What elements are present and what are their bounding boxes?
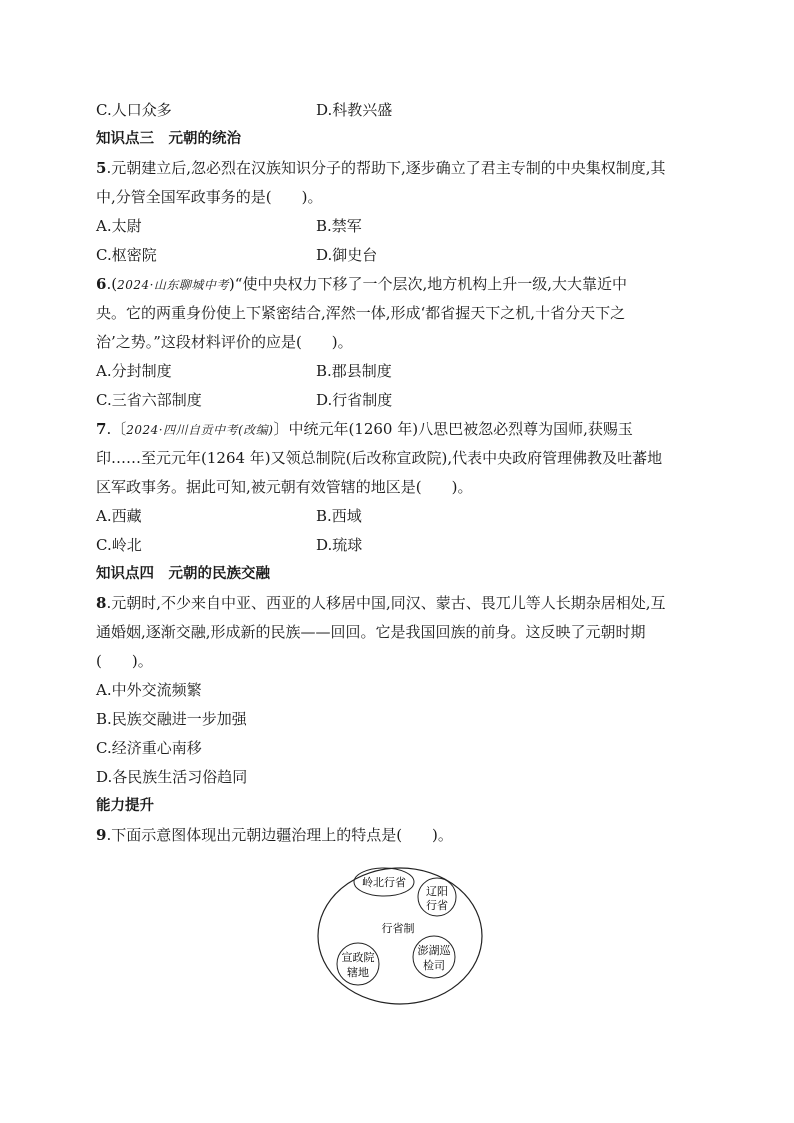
q6-text: )“使中央权力下移了一个层次,地方机构上升一级,大大靠近中 [228,275,627,293]
xuanzheng-label-2: 辖地 [347,966,369,979]
lingbei-label: 岭北行省 [362,876,406,889]
liaoyang-label-2: 行省 [426,899,448,912]
q5-number: 5 [96,159,107,177]
q6-option-a[interactable]: A.分封制度 [96,362,172,380]
liaoyang-label-1: 辽阳 [426,885,448,898]
q7-text: 〕中统元年(1260 年)八思巴被忽必烈尊为国师,获赐玉 [273,420,633,438]
q9-stem-line-1 [96,825,453,845]
q7-option-d[interactable]: D.琉球 [316,536,363,554]
section-heading-4: 知识点四 元朝的民族交融 [96,566,270,582]
q4-option-c[interactable]: C.人口众多 [96,101,172,119]
q6-options-row-1 [96,361,392,381]
xuanzheng-label-1: 宣政院 [341,951,375,964]
q5-options-row-2 [96,245,378,265]
q6-prefix: .( [106,275,118,293]
q6-stem-line-1 [96,274,627,295]
q4-options-row [96,100,393,120]
q8-number: 8 [96,594,107,612]
q9-number: 9 [96,826,107,844]
q8-option-b[interactable]: B.民族交融进一步加强 [96,710,247,728]
q5-text: .元朝建立后,忽必烈在汉族知识分子的帮助下,逐步确立了君主专制的中央集权制度,其 [106,159,666,177]
q7-prefix: .〔 [106,420,127,438]
q5-options-row-1 [96,216,362,236]
q8-option-c[interactable]: C.经济重心南移 [96,739,202,757]
q7-options-row-1 [96,506,362,526]
q8-option-d[interactable]: D.各民族生活习俗趋同 [96,768,248,786]
q5-stem-line-2: 中,分管全国军政事务的是( )。 [96,188,323,206]
q5-option-d[interactable]: D.御史台 [316,246,378,264]
q6-option-c[interactable]: C.三省六部制度 [96,391,202,409]
q5-option-b[interactable]: B.禁军 [316,217,362,235]
q6-stem-line-3: 治’之势。”这段材料评价的应是( )。 [96,333,353,351]
q5-option-a[interactable]: A.太尉 [96,217,142,235]
q7-stem-line-3: 区军政事务。据此可知,被元朝有效管辖的地区是( )。 [96,478,473,496]
q8-stem-line-1 [96,593,666,613]
q6-option-d[interactable]: D.行省制度 [316,391,393,409]
q6-option-b[interactable]: B.郡县制度 [316,362,392,380]
q6-number: 6 [96,275,107,293]
provincial-system-diagram [310,860,490,1010]
q7-stem-line-1 [96,419,633,440]
q7-option-a[interactable]: A.西藏 [96,507,142,525]
q7-stem-line-2: 印……至元元年(1264 年)又领总制院(后改称宣政院),代表中央政府管理佛教及吐蕃地 [96,449,663,467]
q6-options-row-2 [96,390,393,410]
penghu-label-2: 检司 [423,959,445,972]
q5-option-c[interactable]: C.枢密院 [96,246,157,264]
center-label: 行省制 [381,922,415,935]
q8-text: .元朝时,不少来自中亚、西亚的人移居中国,同汉、蒙古、畏兀儿等人长期杂居相处,互 [106,594,666,612]
q7-option-c[interactable]: C.岭北 [96,536,142,554]
q6-source: 2024·山东聊城中考 [117,278,229,292]
penghu-label-1: 澎湖巡 [417,944,451,957]
q7-option-b[interactable]: B.西域 [316,507,362,525]
q6-stem-line-2: 央。它的两重身份使上下紧密结合,浑然一体,形成‘都省握天下之机,十省分天下之 [96,304,626,322]
q8-stem-line-3: ( )。 [96,652,153,670]
q4-option-d[interactable]: D.科教兴盛 [316,101,393,119]
section-heading-3: 知识点三 元朝的统治 [96,131,241,147]
q5-stem-line-1 [96,158,666,178]
q7-source: 2024·四川自贡中考(改编) [126,423,274,437]
q8-option-a[interactable]: A.中外交流频繁 [96,681,202,699]
q7-number: 7 [96,420,107,438]
q8-stem-line-2: 通婚姻,逐渐交融,形成新的民族——回回。它是我国回族的前身。这反映了元朝时期 [96,623,646,641]
section-heading-5: 能力提升 [96,798,154,814]
q7-options-row-2 [96,535,363,555]
q9-text: .下面示意图体现出元朝边疆治理上的特点是( )。 [106,826,453,844]
